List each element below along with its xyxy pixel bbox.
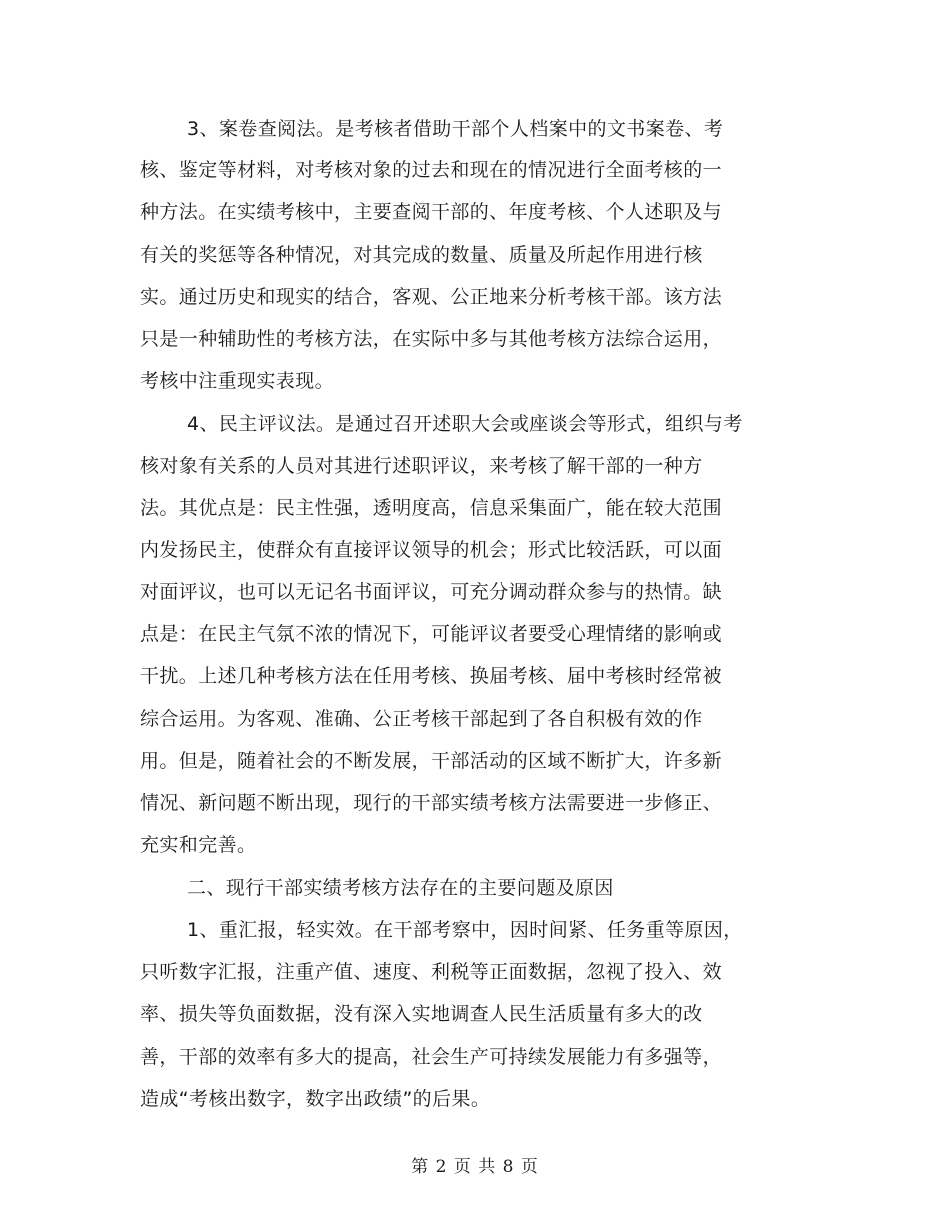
text-line: 对面评议，也可以无记名书面评议，可充分调动群众参与的热情。缺 (140, 581, 723, 603)
page-footer: 第 2 页 共 8 页 (411, 1157, 539, 1177)
text-line: 用。但是，随着社会的不断发展，干部活动的区域不断扩大，许多新 (140, 750, 723, 772)
text-line: 综合运用。为客观、准确、公正考核干部起到了各自积极有效的作 (140, 708, 703, 730)
text-line: 有关的奖惩等各种情况，对其完成的数量、质量及所起作用进行核 (140, 244, 703, 266)
text-line: 1、重汇报，轻实效。在干部考察中，因时间紧、任务重等原因， (187, 919, 743, 941)
text-line: 只是一种辅助性的考核方法，在实际中多与其他考核方法综合运用， (140, 328, 723, 350)
text-line: 种方法。在实绩考核中，主要查阅干部的、年度考核、个人述职及与 (140, 201, 723, 223)
text-line: 点是：在民主气氛不浓的情况下，可能评议者要受心理情绪的影响或 (140, 623, 723, 645)
text-line: 干扰。上述几种考核方法在任用考核、换届考核、届中考核时经常被 (140, 665, 723, 687)
text-line: 内发扬民主，使群众有直接评议领导的机会；形式比较活跃，可以面 (140, 539, 723, 561)
text-line: 核对象有关系的人员对其进行述职评议，来考核了解干部的一种方 (140, 455, 703, 477)
text-line: 实。通过历史和现实的结合，客观、公正地来分析考核干部。该方法 (140, 286, 723, 308)
text-line: 法。其优点是：民主性强，透明度高，信息采集面广，能在较大范围 (140, 497, 723, 519)
text-line: 只听数字汇报，注重产值、速度、利税等正面数据，忽视了投入、效 (140, 961, 723, 983)
text-line: 情况、新问题不断出现，现行的干部实绩考核方法需要进一步修正、 (140, 792, 723, 814)
text-line: 造成“考核出数字，数字出政绩”的后果。 (140, 1088, 491, 1110)
text-line: 3、案卷查阅法。是考核者借助干部个人档案中的文书案卷、考 (187, 118, 724, 140)
section-heading: 二、现行干部实绩考核方法存在的主要问题及原因 (187, 877, 614, 899)
text-line: 善，干部的效率有多大的提高，社会生产可持续发展能力有多强等， (140, 1046, 723, 1068)
text-line: 充实和完善。 (140, 834, 257, 856)
text-line: 率、损失等负面数据，没有深入实地调查人民生活质量有多大的改 (140, 1003, 703, 1025)
text-line: 核、鉴定等材料，对考核对象的过去和现在的情况进行全面考核的一 (140, 159, 723, 181)
text-line: 4、民主评议法。是通过召开述职大会或座谈会等形式，组织与考 (187, 413, 743, 435)
text-line: 考核中注重现实表现。 (140, 370, 335, 392)
